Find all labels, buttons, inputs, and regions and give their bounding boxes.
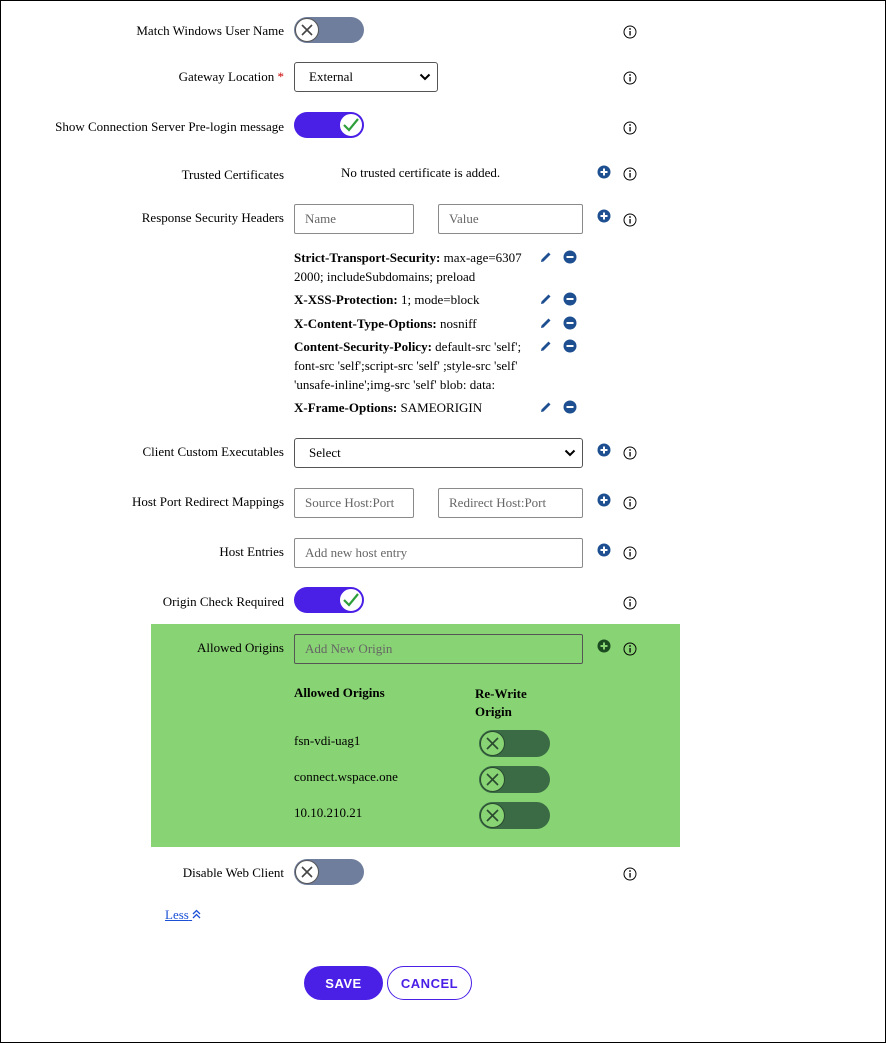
header-entry: Strict-Transport-Security: max-age=6307 <box>294 250 522 265</box>
info-icon[interactable] <box>623 71 637 85</box>
match-windows-user-name-toggle[interactable] <box>294 17 364 43</box>
remove-icon[interactable] <box>563 400 577 414</box>
add-redirect-icon[interactable] <box>597 493 611 507</box>
cancel-button[interactable]: CANCEL <box>387 966 472 1000</box>
source-host-port-input[interactable] <box>294 488 414 518</box>
host-port-redirect-label: Host Port Redirect Mappings <box>131 494 284 509</box>
edit-pencil-icon[interactable] <box>539 400 553 414</box>
allowed-origin-value: connect.wspace.one <box>294 769 398 784</box>
gateway-location-select[interactable]: External <box>294 62 438 92</box>
response-security-headers-label: Response Security Headers <box>141 210 284 225</box>
client-custom-executables-label: Client Custom Executables <box>142 444 284 459</box>
show-prelogin-label: Show Connection Server Pre-login message <box>55 119 284 134</box>
remove-icon[interactable] <box>563 339 577 353</box>
header-entry: X-XSS-Protection: 1; mode=block <box>294 292 480 307</box>
origin-check-required-label: Origin Check Required <box>162 594 284 609</box>
info-icon[interactable] <box>623 867 637 881</box>
header-entry: X-Frame-Options: SAMEORIGIN <box>294 400 483 415</box>
checkmark-icon <box>339 113 363 137</box>
edit-pencil-icon[interactable] <box>539 316 553 330</box>
host-entry-input[interactable] <box>294 538 583 568</box>
disable-web-client-toggle[interactable] <box>294 859 364 885</box>
add-executable-icon[interactable] <box>597 443 611 457</box>
edit-pencil-icon[interactable] <box>539 250 553 264</box>
add-header-icon[interactable] <box>597 209 611 223</box>
info-icon[interactable] <box>623 546 637 560</box>
allowed-origin-value: fsn-vdi-uag1 <box>294 733 361 748</box>
rewrite-origin-toggle[interactable] <box>479 802 550 829</box>
show-prelogin-toggle[interactable] <box>294 112 364 138</box>
allowed-origins-label: Allowed Origins <box>196 640 284 655</box>
info-icon[interactable] <box>623 213 637 227</box>
edit-pencil-icon[interactable] <box>539 292 553 306</box>
trusted-certificates-label: Trusted Certificates <box>181 167 284 182</box>
header-name-input[interactable] <box>294 204 414 234</box>
add-origin-input[interactable] <box>294 634 583 664</box>
add-origin-icon[interactable] <box>597 639 611 653</box>
chevron-down-icon <box>564 448 576 458</box>
info-icon[interactable] <box>623 25 637 39</box>
info-icon[interactable] <box>623 446 637 460</box>
info-icon[interactable] <box>623 496 637 510</box>
info-icon[interactable] <box>623 167 637 181</box>
toggle-off-icon <box>295 18 319 42</box>
client-custom-executables-select[interactable]: Select <box>294 438 583 468</box>
allowed-origin-value: 10.10.210.21 <box>294 805 363 820</box>
add-certificate-icon[interactable] <box>597 165 611 179</box>
toggle-off-icon <box>480 803 505 828</box>
header-entry-continued: font-src 'self';script-src 'self' ;style-src 'self' <box>294 358 518 373</box>
header-entry: Content-Security-Policy: default-src 'self'; <box>294 339 522 354</box>
less-link[interactable]: Less <box>165 907 201 923</box>
allowed-origins-column-header: Allowed Origins <box>294 685 385 700</box>
trusted-certificates-message: No trusted certificate is added. <box>341 165 501 180</box>
info-icon[interactable] <box>623 642 637 656</box>
remove-icon[interactable] <box>563 316 577 330</box>
checkmark-icon <box>339 588 363 612</box>
rewrite-origin-column-header: Re-Write Origin <box>475 686 527 719</box>
rewrite-origin-toggle[interactable] <box>479 730 550 757</box>
disable-web-client-label: Disable Web Client <box>182 865 284 880</box>
add-host-entry-icon[interactable] <box>597 543 611 557</box>
header-entry-continued: 2000; includeSubdomains; preload <box>294 269 476 284</box>
header-entry: X-Content-Type-Options: nosniff <box>294 316 477 331</box>
header-entry-continued: 'unsafe-inline';img-src 'self' blob: data: <box>294 377 496 392</box>
double-chevron-up-icon <box>192 909 201 919</box>
rewrite-origin-toggle[interactable] <box>479 766 550 793</box>
chevron-down-icon <box>419 72 431 82</box>
remove-icon[interactable] <box>563 250 577 264</box>
toggle-off-icon <box>480 767 505 792</box>
edit-pencil-icon[interactable] <box>539 339 553 353</box>
match-windows-user-name-label: Match Windows User Name <box>136 23 284 38</box>
save-button[interactable]: SAVE <box>304 966 383 1000</box>
info-icon[interactable] <box>623 596 637 610</box>
redirect-host-port-input[interactable] <box>438 488 583 518</box>
info-icon[interactable] <box>623 121 637 135</box>
host-entries-label: Host Entries <box>219 544 284 559</box>
header-value-input[interactable] <box>438 204 583 234</box>
toggle-off-icon <box>295 860 319 884</box>
toggle-off-icon <box>480 731 505 756</box>
remove-icon[interactable] <box>563 292 577 306</box>
gateway-location-label: Gateway Location * <box>178 69 284 84</box>
origin-check-required-toggle[interactable] <box>294 587 364 613</box>
